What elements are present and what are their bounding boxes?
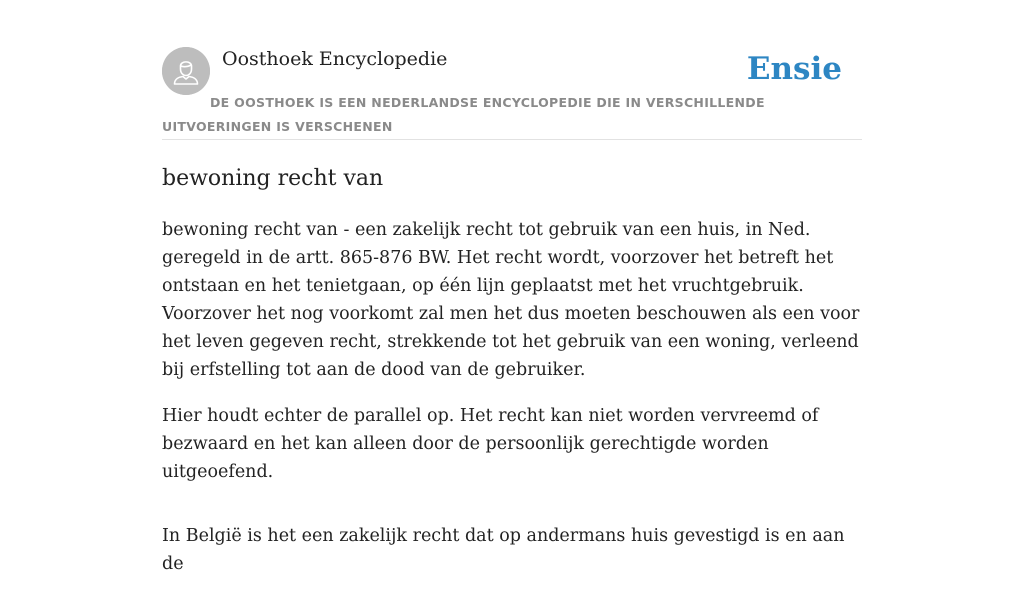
article-paragraph: Hier houdt echter de parallel op. Het recht kan niet worden vervreemd of bezwaard en het kan alleen door de persoonlijk gerechtigde worden uitgeoefend. bbox=[162, 406, 819, 482]
article-title: bewoning recht van bbox=[162, 166, 384, 191]
site-tagline: DE OOSTHOEK IS EEN NEDERLANDSE ENCYCLOPEDIE DIE IN VERSCHILLENDE UITVOERINGEN IS VERSCHENEN bbox=[162, 95, 765, 134]
article-paragraph: In België is het een zakelijk recht dat op andermans huis gevestigd is en aan de bbox=[162, 526, 845, 574]
article-paragraph: bewoning recht van - een zakelijk recht tot gebruik van een huis, in Ned. geregeld in de artt. 865-876 BW. Het recht wordt, voorzover het betreft het ontstaan en het tenietgaan, op één lijn geplaatst met het vruchtgebruik. Voorzover het nog voorkomt zal men het dus moeten beschouwen als een voor het leven gegeven recht, strekkende tot het gebruik van een woning, verleend bij erfstelling tot aan de dood van de gebruiker. bbox=[162, 220, 860, 380]
site-name[interactable]: Oosthoek Encyclopedie bbox=[222, 48, 448, 70]
site-header bbox=[162, 46, 862, 140]
brand-logo[interactable]: Ensie bbox=[746, 51, 842, 87]
article-body bbox=[162, 216, 864, 596]
user-silhouette-icon[interactable] bbox=[162, 47, 210, 95]
